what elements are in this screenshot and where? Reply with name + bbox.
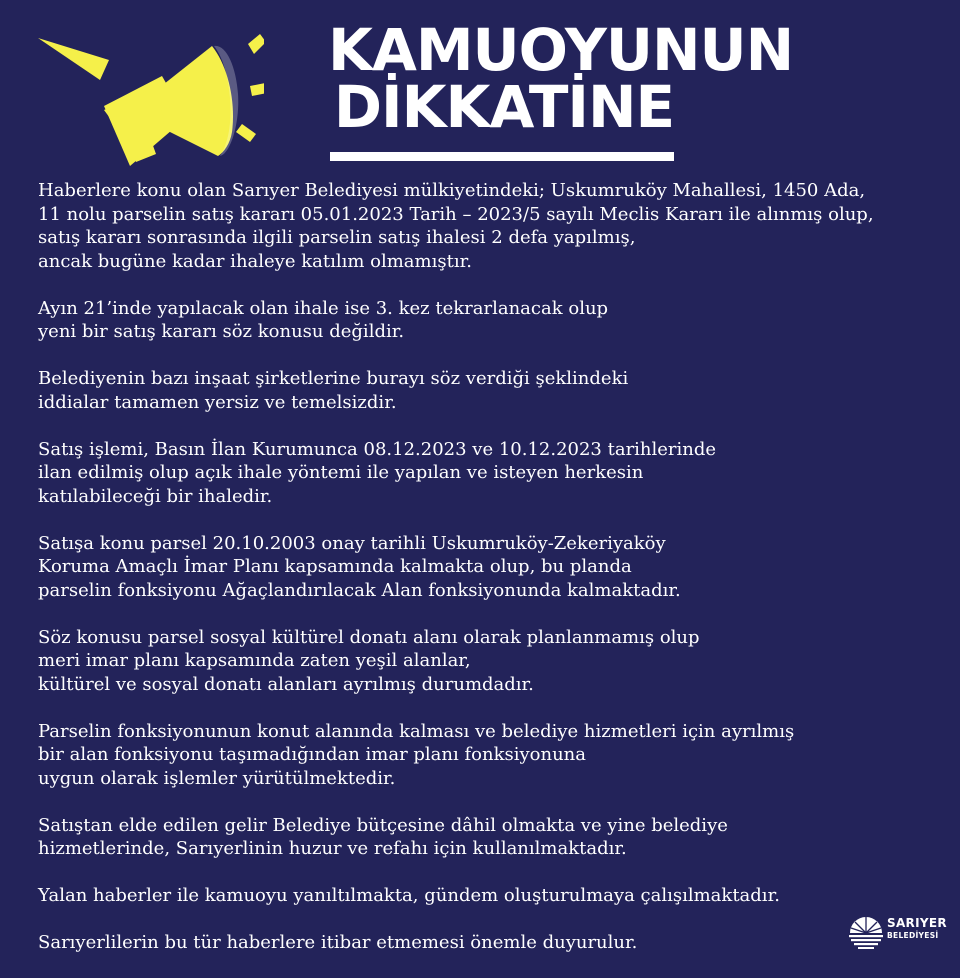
paragraph-false-news: [38, 884, 938, 908]
paragraph-tender-repeat: [38, 297, 938, 344]
paragraph-line: Yalan haberler ile kamuoyu yanıltılmakta, gündem oluşturulmaya çalışılmaktadır.: [38, 885, 780, 906]
statement-body: [38, 179, 938, 978]
paragraph-line: ancak bugüne kadar ihaleye katılım olmamıştır.: [38, 250, 472, 272]
paragraph-line: Satıştan elde edilen gelir Belediye bütçesine dâhil olmakta ve yine belediye: [38, 814, 728, 836]
paragraph-line: bir alan fonksiyonu taşımadığından imar planı fonksiyonuna: [38, 744, 586, 765]
paragraph-line: Parselin fonksiyonunun konut alanında kalması ve belediye hizmetleri için ayrılmış: [38, 720, 795, 742]
paragraph-line: kültürel ve sosyal donatı alanları ayrılmış durumdadır.: [38, 673, 534, 695]
paragraph-line: yeni bir satış kararı söz konusu değildir.: [38, 321, 405, 342]
megaphone-icon: [34, 28, 264, 168]
paragraph-line: Satışa konu parsel 20.10.2003 onay tarihli Uskumruköy-Zekeriyaköy: [38, 532, 666, 554]
paragraph-open-tender: [38, 438, 938, 509]
title-underline: [330, 152, 674, 161]
paragraph-line: satış kararı sonrasında ilgili parselin satış ihalesi 2 defa yapılmış,: [38, 227, 636, 248]
paragraph-line: Koruma Amaçlı İmar Planı kapsamında kalmakta olup, bu planda: [38, 556, 632, 577]
paragraph-closing: [38, 931, 938, 955]
paragraph-line: 11 nolu parselin satış kararı 05.01.2023 Tarih – 2023/5 sayılı Meclis Kararı ile alınmış olup,: [38, 203, 874, 225]
paragraph-line: Ayın 21’inde yapılacak olan ihale ise 3. kez tekrarlanacak olup: [38, 297, 609, 319]
paragraph-line: Söz konusu parsel sosyal kültürel donatı alanı olarak planlanmamış olup: [38, 626, 700, 648]
paragraph-line: katılabileceği bir ihaledir.: [38, 485, 273, 507]
paragraph-line: Haberlere konu olan Sarıyer Belediyesi mülkiyetindeki; Uskumruköy Mahallesi, 1450 Ada,: [38, 180, 866, 201]
paragraph-line: iddialar tamamen yersiz ve temelsizdir.: [38, 391, 397, 413]
paragraph-line: Belediyenin bazı inşaat şirketlerine burayı söz verdiği şeklindeki: [38, 368, 629, 389]
title-line-2: DİKKATİNE: [333, 73, 675, 141]
paragraph-line: meri imar planı kapsamında zaten yeşil alanlar,: [38, 650, 471, 671]
sariyer-logo-icon: [846, 911, 886, 951]
paragraph-revenue: [38, 814, 938, 861]
title-line-1: KAMUOYUNUN: [328, 16, 794, 84]
paragraph-line: ilan edilmiş olup açık ihale yöntemi ile yapılan ve isteyen herkesin: [38, 462, 644, 483]
paragraph-line: Satış işlemi, Basın İlan Kurumunca 08.12.2023 ve 10.12.2023 tarihlerinde: [38, 438, 717, 460]
logo-name: SARIYER: [887, 916, 947, 930]
paragraph-line: Sarıyerlilerin bu tür haberlere itibar etmemesi önemle duyurulur.: [38, 932, 638, 953]
announcement-title: [328, 16, 794, 141]
paragraph-line: hizmetlerinde, Sarıyerlinin huzur ve refahı için kullanılmaktadır.: [38, 838, 627, 859]
paragraph-zoning-plan: [38, 532, 938, 603]
logo-subtitle: BELEDİYESİ: [887, 931, 939, 940]
paragraph-function: [38, 720, 938, 791]
paragraph-line: uygun olarak işlemler yürütülmektedir.: [38, 767, 396, 789]
paragraph-line: parselin fonksiyonu Ağaçlandırılacak Alan fonksiyonunda kalmaktadır.: [38, 579, 681, 601]
paragraph-sale-decision: [38, 179, 938, 273]
paragraph-green-areas: [38, 626, 938, 697]
paragraph-claims-denied: [38, 367, 938, 414]
sariyer-logo: [846, 911, 946, 951]
